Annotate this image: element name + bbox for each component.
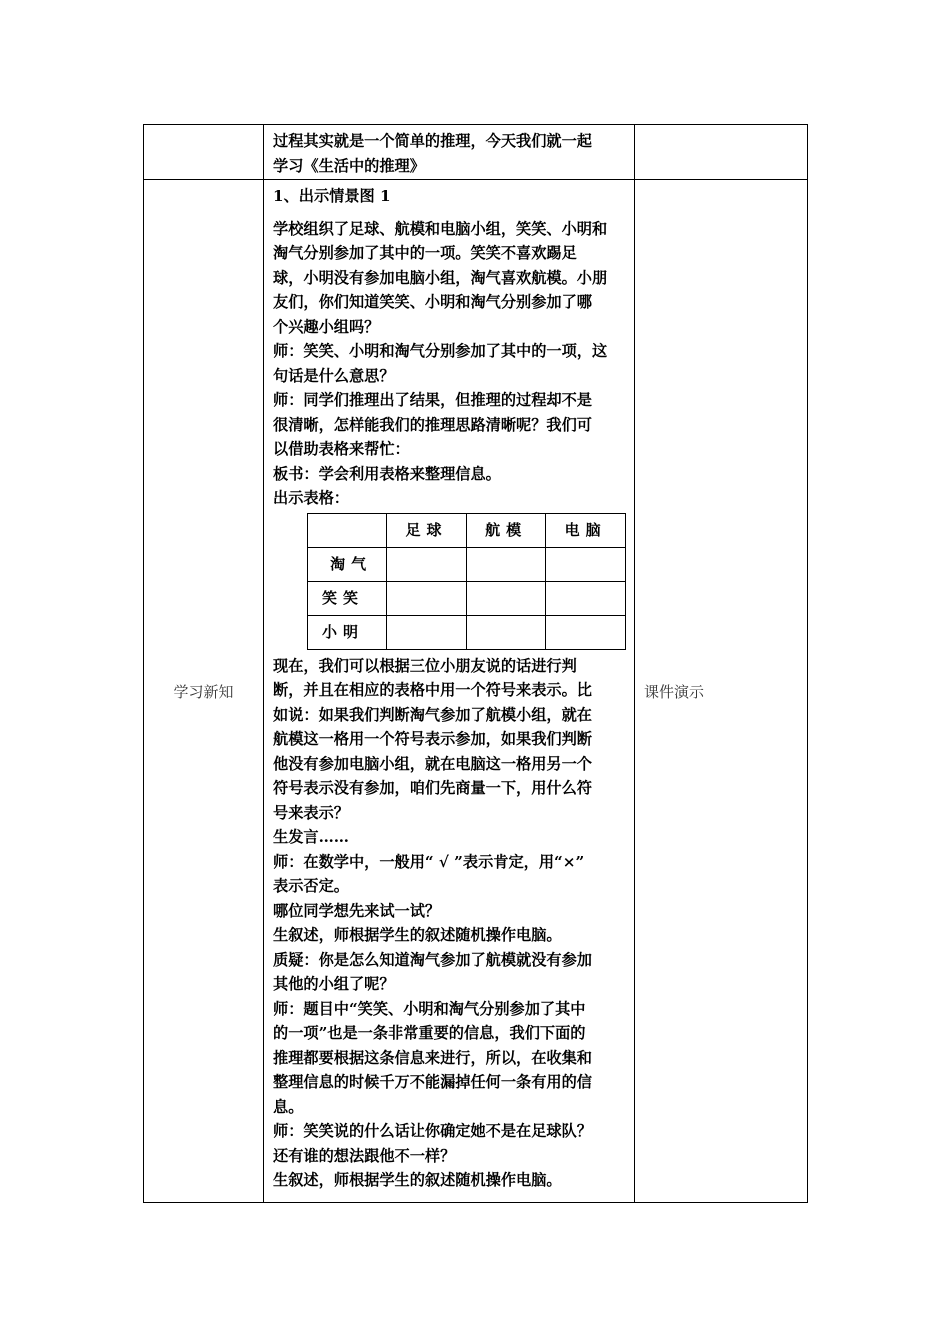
text-line: 哪位同学想先来试一试？	[273, 901, 441, 920]
table-cell	[387, 547, 467, 581]
text-line: 整理信息的时候千万不能漏掉任何一条有用的信	[273, 1073, 592, 1091]
note-cell	[635, 125, 808, 180]
lesson-plan-table	[143, 124, 808, 1203]
text-line: 生发言……	[273, 828, 349, 846]
text-line: 的一项”也是一条非常重要的信息，我们下面的	[273, 1024, 586, 1042]
text-line: 板书：学会利用表格来整理信息。	[273, 464, 501, 483]
text-line: 师：笑笑说的什么话让你确定她不是在足球队？	[273, 1122, 592, 1140]
paragraph-block	[273, 217, 626, 511]
text-line: 息。	[273, 1097, 304, 1116]
text-line: 学校组织了足球、航模和电脑小组，笑笑、小明和	[273, 219, 608, 238]
stage-label: 学习新知	[144, 180, 264, 1203]
text-line: 出示表格：	[273, 489, 349, 507]
row-label: 小明	[308, 615, 387, 649]
row-label: 笑笑	[308, 581, 387, 615]
text-line: 质疑：你是怎么知道淘气参加了航模就没有参加	[273, 950, 592, 969]
table-row	[144, 125, 808, 180]
paragraph-block	[273, 654, 626, 1193]
info-table-row	[308, 547, 626, 581]
text-line: 过程其实就是一个简单的推理，今天我们就一起	[273, 132, 592, 150]
text-line: 生叙述，师根据学生的叙述随机操作电脑。	[273, 926, 562, 944]
text-line: 航模这一格用一个符号表示参加，如果我们判断	[273, 730, 592, 748]
header-cell	[308, 513, 387, 547]
method-label: 课件演示	[635, 180, 808, 1203]
text-line: 很清晰，怎样能我们的推理思路清晰呢？我们可	[273, 415, 592, 434]
header-cell: 电脑	[546, 513, 626, 547]
table-cell	[387, 615, 467, 649]
text-line: 如说：如果我们判断淘气参加了航模小组，就在	[273, 705, 592, 724]
text-line: 其他的小组了呢？	[273, 975, 395, 993]
table-cell	[466, 615, 546, 649]
text-line: 断，并且在相应的表格中用一个符号来表示。比	[273, 681, 592, 699]
text-line: 现在，我们可以根据三位小朋友说的话进行判	[273, 656, 577, 675]
text-line: 还有谁的想法跟他不一样？	[273, 1146, 456, 1165]
text-line: 号来表示？	[273, 803, 349, 822]
stage-cell	[144, 125, 264, 180]
table-cell	[466, 581, 546, 615]
info-table	[307, 513, 626, 650]
info-table-row	[308, 581, 626, 615]
row-label: 淘气	[308, 547, 387, 581]
table-cell	[546, 547, 626, 581]
table-cell	[387, 581, 467, 615]
header-cell: 足球	[387, 513, 467, 547]
text-line: 淘气分别参加了其中的一项。笑笑不喜欢踢足	[273, 244, 577, 262]
text-line: 师：在数学中，一般用“ √ ”表示肯定，用“×”	[273, 852, 585, 871]
content-cell	[264, 180, 635, 1203]
text-line: 球，小明没有参加电脑小组，淘气喜欢航模。小朋	[273, 268, 608, 287]
table-row	[144, 180, 808, 1203]
text-line: 个兴趣小组吗？	[273, 317, 380, 336]
text-line: 他没有参加电脑小组，就在电脑这一格用另一个	[273, 754, 592, 773]
text-line: 生叙述，师根据学生的叙述随机操作电脑。	[273, 1171, 562, 1189]
content-cell	[264, 125, 635, 180]
text-line: 符号表示没有参加，咱们先商量一下，用什么符	[273, 779, 592, 797]
text-line: 句话是什么意思？	[273, 366, 395, 385]
table-cell	[546, 581, 626, 615]
table-cell	[466, 547, 546, 581]
section-heading: 1、出示情景图 1	[273, 187, 391, 205]
text-line: 师：笑笑、小明和淘气分别参加了其中的一项，这	[273, 342, 608, 360]
text-line: 学习《生活中的推理》	[273, 156, 425, 175]
text-line: 师：题目中“笑笑、小明和淘气分别参加了其中	[273, 999, 586, 1018]
info-table-header	[308, 513, 626, 547]
table-cell	[546, 615, 626, 649]
text-line: 师：同学们推理出了结果，但推理的过程却不是	[273, 391, 592, 409]
text-line: 表示否定。	[273, 877, 349, 895]
info-table-row	[308, 615, 626, 649]
text-line: 以借助表格来帮忙：	[273, 440, 410, 458]
text-line: 友们，你们知道笑笑、小明和淘气分别参加了哪	[273, 293, 592, 311]
header-cell: 航模	[466, 513, 546, 547]
text-line: 推理都要根据这条信息来进行，所以，在收集和	[273, 1048, 592, 1067]
